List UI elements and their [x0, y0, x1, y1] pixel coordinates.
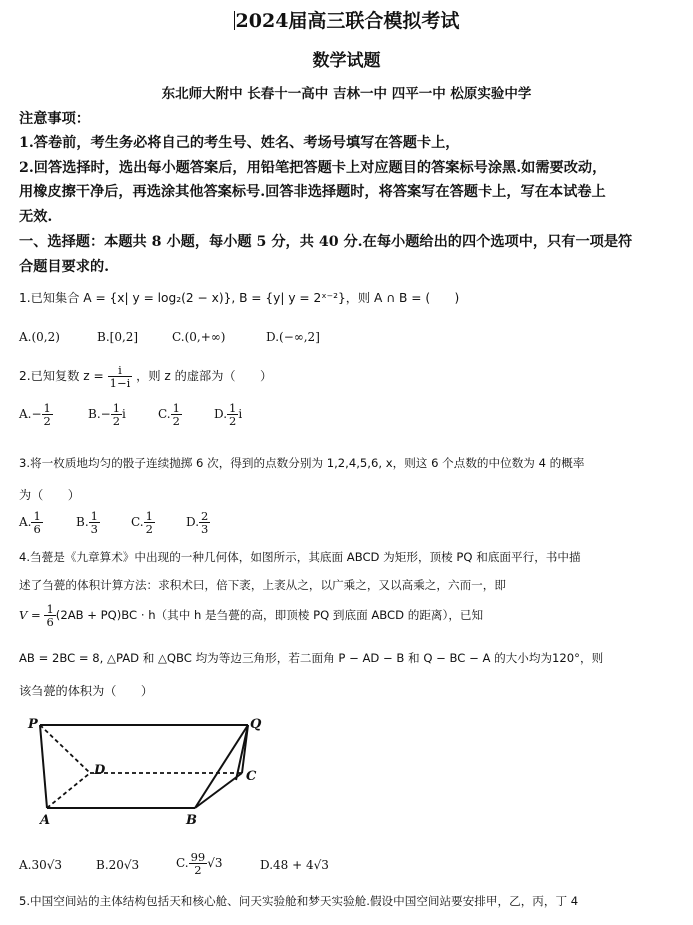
notice-item-2-line-3: 无效. [19, 209, 53, 225]
label-c: C [246, 769, 257, 784]
q1-option-c: C.(0,+∞) [172, 330, 226, 344]
text-cursor [234, 11, 235, 30]
notice-item-2-line-1: 2.回答选择时，选出每小题答案后，用铅笔把答题卡上对应题目的答案标号涂黑.如需要改动， [19, 160, 607, 176]
chumeng-figure [20, 708, 280, 828]
q2-stem: 2.已知复数 z = $\frac{i}{1-i}$ ，则 z 的虚部为（ ） [19, 363, 273, 390]
notice-item-1: 1.答卷前，考生务必将自己的考生号、姓名、考场号填写在答题卡上， [19, 135, 460, 151]
q3-option-b: B. $\frac{1}{3}$ [76, 509, 98, 536]
q2-option-b: B.− $\frac{1}{2}$ i [88, 401, 126, 428]
label-b: B [186, 813, 197, 828]
section-heading-line-2: 合题目要求的. [19, 259, 110, 275]
notice-heading: 注意事项： [19, 111, 90, 127]
q4-stem-line-2: 述了刍甍的体积计算方法：求积术曰，倍下袤，上袤从之，以广乘之，又以高乘之，六而一，即 [19, 578, 506, 592]
edge-pd-hidden [40, 725, 90, 773]
q4-option-d: D.48 + 4√3 [260, 858, 329, 872]
q2-option-d: D. $\frac{1}{2}$ i [214, 401, 243, 428]
label-q: Q [250, 717, 262, 732]
edge-ad-hidden [47, 773, 90, 808]
q4-stem-line-1: 4.刍甍是《九章算术》中出现的一种几何体，如图所示，其底面 ABCD 为矩形，顶棱 PQ 和底面平行，书中描 [19, 550, 581, 564]
section-heading-line-1: 一、选择题：本题共 8 小题，每小题 5 分，共 40 分.在每小题给出的四个选项中，只有一项是符 [19, 234, 633, 250]
q4-formula-line: V = $\frac{1}{6}$ (2AB + PQ)BC · h（其中 h 是刍甍的高，即顶棱 PQ 到底面 ABCD 的距离），已知 [19, 602, 484, 629]
edge-bc [195, 773, 242, 808]
q4-option-c: C. $\frac{99}{2}$ √3 [176, 850, 223, 877]
q4-stem-line-5: 该刍甍的体积为（ ） [19, 684, 154, 698]
q4-option-b: B.20√3 [96, 858, 140, 872]
q4-option-a: A.30√3 [19, 858, 63, 872]
label-p: P [28, 717, 38, 732]
label-d: D [94, 763, 106, 778]
edge-qb [195, 725, 248, 808]
q2-fraction: $\frac{i}{1-i}$ [109, 363, 131, 390]
q2-option-a: A.− $\frac{1}{2}$ [19, 401, 51, 428]
q4-stem-line-4: AB = 2BC = 8, △PAD 和 △QBC 均为等边三角形，若二面角 P − AD − B 和 Q − BC − A 的大小均为120°，则 [19, 651, 604, 665]
q2-option-c: C. $\frac{1}{2}$ [158, 401, 180, 428]
label-a: A [40, 813, 51, 828]
exam-subtitle: 数学试题 [312, 51, 381, 71]
q3-stem-line-2: 为（ ） [19, 488, 80, 502]
q3-option-a: A. $\frac{1}{6}$ [19, 509, 41, 536]
q5-stem-line-1: 5.中国空间站的主体结构包括天和核心舱、问天实验舱和梦天实验舱.假设中国空间站要安排甲，乙，丙，丁 4 [19, 894, 579, 908]
notice-item-2-line-2: 用橡皮擦干净后，再选涂其他答案标号.回答非选择题时，将答案写在答题卡上，写在本试卷上 [19, 184, 606, 200]
q1-option-b: B.[0,2] [97, 330, 139, 344]
q3-option-c: C. $\frac{1}{2}$ [131, 509, 153, 536]
q1-stem: 1.已知集合 A = {x| y = log₂(2 − x)}, B = {y| y = 2ˣ⁻²}，则 A ∩ B = ( ) [19, 291, 460, 305]
q1-option-a: A.(0,2) [19, 330, 60, 344]
q1-option-d: D.(−∞,2] [266, 330, 320, 344]
q3-option-d: D. $\frac{2}{3}$ [186, 509, 209, 536]
edge-pa [40, 725, 47, 808]
q3-stem-line-1: 3.将一枚质地均匀的骰子连续抛掷 6 次，得到的点数分别为 1,2,4,5,6, x，则这 6 个点数的中位数为 4 的概率 [19, 456, 585, 470]
exam-title: 2024届高三联合模拟考试 [235, 10, 460, 32]
school-list: 东北师大附中 长春十一高中 吉林一中 四平一中 松原实验中学 [161, 86, 532, 102]
